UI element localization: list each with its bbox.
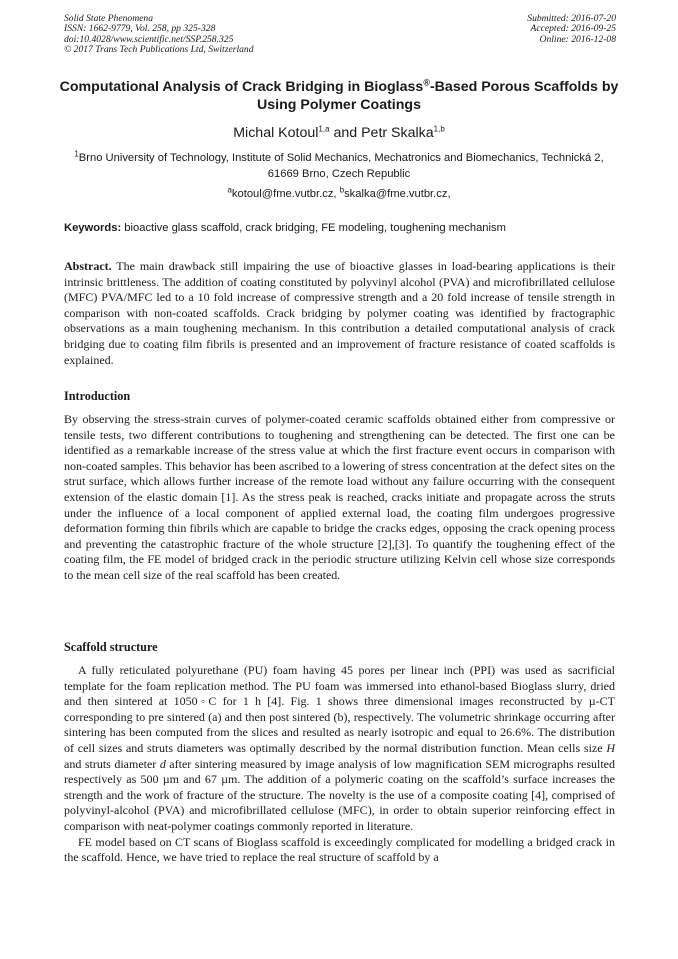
email-b[interactable]: skalka@fme.vutbr.cz,: [344, 188, 451, 200]
affiliation-text: Brno University of Technology, Institute of Solid Mechanics, Mechatronics and Biomechanics, Technická 2, 61669 Brno, Czech Republic: [78, 152, 604, 180]
scaffold-structure-text: [64, 663, 615, 866]
symbol-d: d: [159, 756, 166, 771]
title-part2: -Based Porous Scaffolds by Using Polymer Coatings: [257, 79, 619, 113]
paper-title: [58, 79, 620, 114]
p1-text-b: and struts diameter: [64, 756, 160, 771]
author-list: [58, 125, 620, 142]
date-online: Online: 2016-12-08: [539, 33, 616, 45]
date-accepted: Accepted: 2016-09-25: [530, 23, 616, 35]
keywords: [64, 221, 616, 236]
author-1-sup: 1,a: [318, 124, 330, 134]
section-heading-introduction: Introduction: [64, 389, 131, 403]
email-a[interactable]: kotoul@fme.vutbr.cz,: [231, 188, 340, 200]
journal-info: [64, 14, 254, 56]
section-heading-scaffold-structure: Scaffold structure: [64, 640, 158, 654]
email-b-sup: b: [339, 185, 345, 195]
title-part1: Computational Analysis of Crack Bridging in Bioglass: [59, 79, 424, 95]
affiliation-sup: 1: [74, 149, 79, 159]
introduction-text: By observing the stress-strain curves of polymer-coated ceramic scaffolds obtained either from compressive or tensile tests, two different contributions to toughening and strengthening can be detected. The first one can be identified as a remarkable increase of the stress value at which the first fracture event occurs in comparison with non-coated samples. This behavior has been ascribed to a lowering of stress concentration at the defect sites on the strut surface, which allows further increase of the remote load without any failure occurring with the consequent extension of the elastic domain [1]. As the stress peak is reached, cracks initiate and propagate across the struts under the influence of a local component of applied external load, the coating film undergoes progressive deformation forming thin fibrils which are capable to bridge the cracks edges, opposing the crack opening process and preventing the catastrophic fracture of the whole structure [2],[3]. To quantify the toughening effect of the coating film, the FE model of bridged crack in the periodic structure utilizing Kelvin cell whose size corresponds to the mean cell size of the real scaffold has been created.: [64, 412, 615, 582]
symbol-H: H: [606, 740, 615, 755]
scaffold-paragraph-1: [64, 663, 615, 835]
email-a-sup: a: [227, 185, 232, 195]
abstract-text: The main drawback still impairing the use of bioactive glasses in load-bearing applications is their intrinsic brittleness. The addition of coating constituted by polyvinyl alcohol (PVA) and microfibrillated cellulose (MFC) PVA/MFC led to a 10 fold increase of compressive strength and a 20 fold increase of tensile strength in comparison with non-coated scaffolds. Crack bridging by polymer coating was identified by fractographic observations as a main toughening mechanism. In this contribution a detailed computational analysis of crack bridging due to coating film fibrils is presented and an improvement of fracture resistance of coated scaffolds is explained.: [64, 259, 615, 367]
author-conjunction: and: [329, 125, 362, 141]
scaffold-paragraph-2: FE model based on CT scans of Bioglass scaffold is exceedingly complicated for modelling a bridged crack in the scaffold. Hence, we have tried to replace the real structure of scaffold by a: [64, 834, 615, 865]
journal-name: Solid State Phenomena: [64, 13, 153, 24]
author-2-sup: 1,b: [433, 124, 445, 134]
abstract-label: Abstract.: [64, 259, 112, 273]
title-registered-mark: ®: [423, 77, 430, 88]
author-1: Michal Kotoul: [233, 125, 319, 141]
keywords-text: bioactive glass scaffold, crack bridging, FE modeling, toughening mechanism: [121, 222, 506, 234]
publication-dates: [527, 14, 616, 45]
keywords-label: Keywords:: [64, 222, 122, 234]
journal-issn: ISSN: 1662-9779, Vol. 258, pp 325-328: [64, 23, 216, 35]
p1-text-a: A fully reticulated polyurethane (PU) foam having 45 pores per linear inch (PPI) was used as sacrificial template for the foam replication method. The PU foam was immersed into ethanol-based Bioglass slurry, dried and then sintered at 1050◦C for 1 h [4]. Fig. 1 shows three dimensional images reconstructed by µ-CT corresponding to pre sintered (a) and then post sintered (b), respectively. The volumetric shrinkage occurring after sintering has been computed from the slices and resulted as nearly isotropic and equal to 26.6%. The distribution of cell sizes and struts diameters was optimally described by the normal distribution function. Mean cells size: [64, 663, 615, 755]
abstract: [64, 259, 615, 368]
journal-doi: doi:10.4028/www.scientific.net/SSP.258.325: [64, 33, 234, 45]
journal-copyright: © 2017 Trans Tech Publications Ltd, Switzerland: [64, 44, 254, 56]
author-emails: [58, 187, 620, 202]
affiliation: [58, 151, 620, 182]
date-submitted: Submitted: 2016-07-20: [527, 13, 616, 24]
p1-text-c: after sintering measured by image analysis of low magnification SEM micrographs resulted respectively as 500 µm and 67 µm. The addition of a polymeric coating on the scaffold’s surface increases the strength and the work of fracture of the structure. The novelty is the use of a composite coating [4], comprised of polyvinyl-alcohol (PVA) and microfibrillated cellulose (MFC), in order to obtain superior reinforcing effect in comparison with neat-polymer coatings commonly reported in literature.: [64, 756, 616, 833]
author-2: Petr Skalka: [361, 125, 434, 141]
